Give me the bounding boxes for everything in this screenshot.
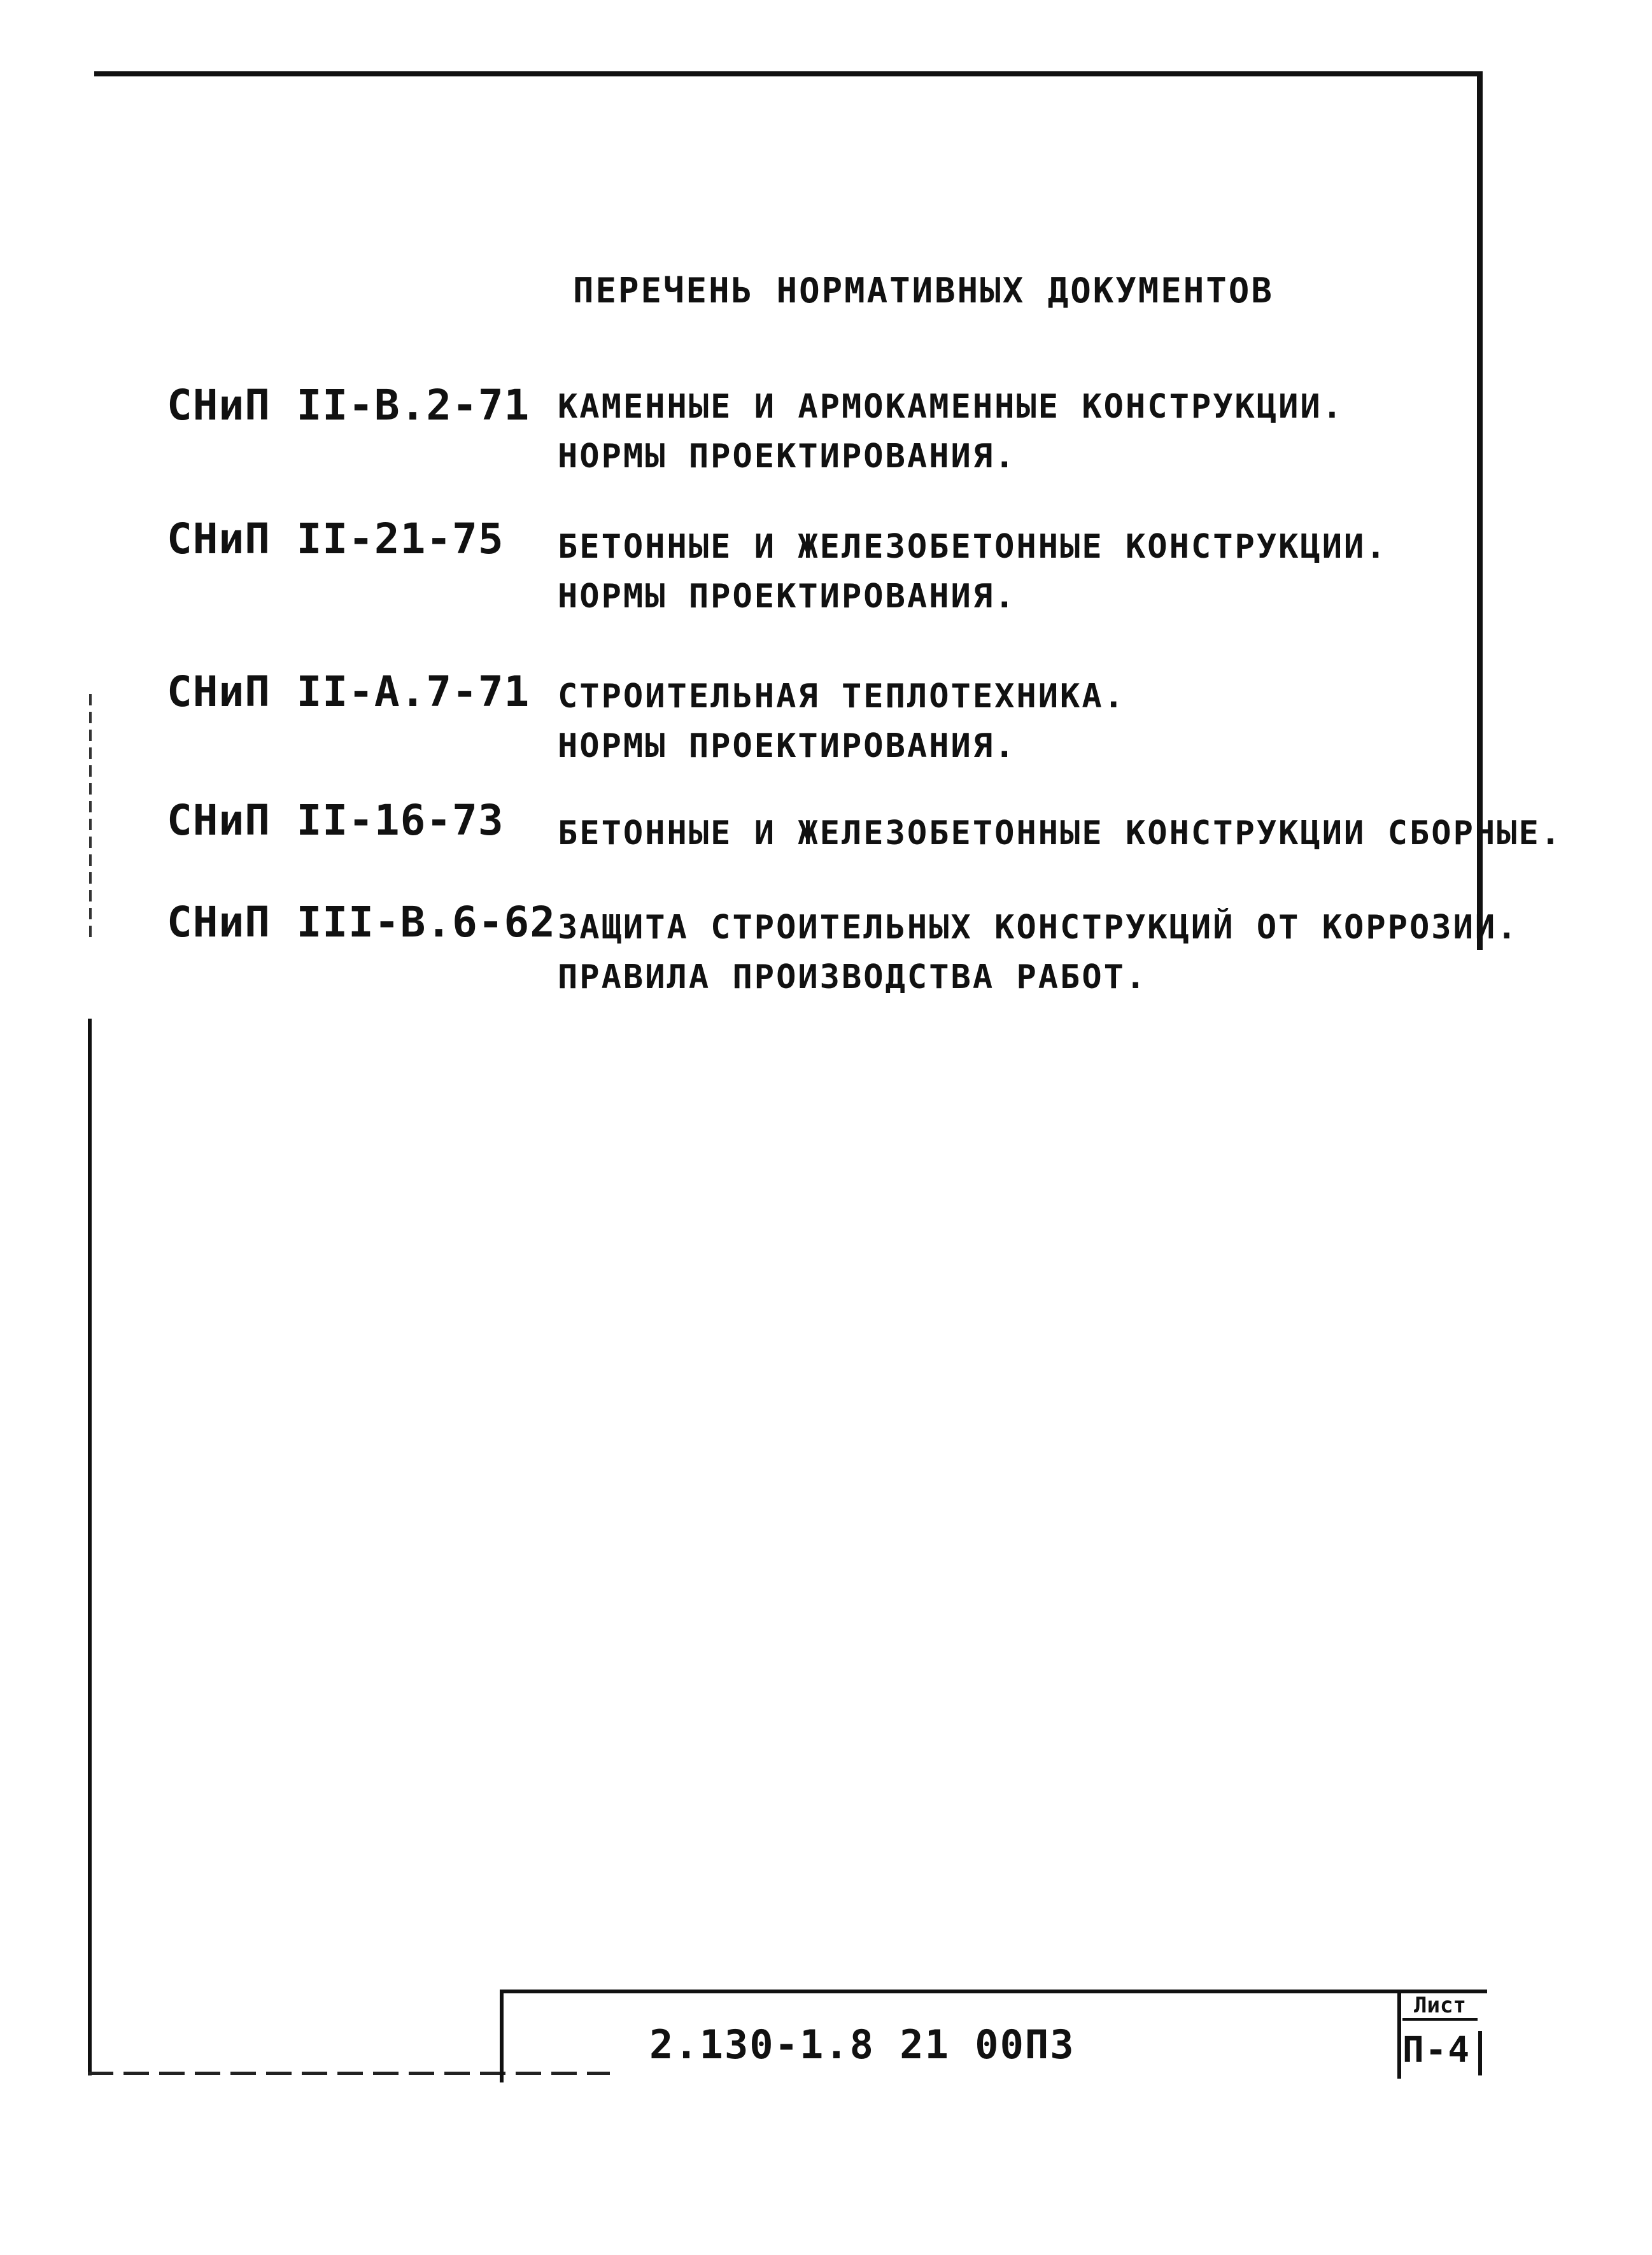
norm-description-line: БЕТОННЫЕ И ЖЕЛЕЗОБЕТОННЫЕ КОНСТРУКЦИИ СБОРНЫЕ. [558, 814, 1563, 852]
norm-description-line: КАМЕННЫЕ И АРМОКАМЕННЫЕ КОНСТРУКЦИИ. [558, 388, 1345, 426]
norm-description-line: БЕТОННЫЕ И ЖЕЛЕЗОБЕТОННЫЕ КОНСТРУКЦИИ. [558, 528, 1388, 566]
norm-description-line: ПРАВИЛА ПРОИЗВОДСТВА РАБОТ. [558, 958, 1148, 996]
title-block-doc-code: 2.130-1.8 21 00П3 [649, 2021, 1075, 2068]
document-title: ПЕРЕЧЕНЬ НОРМАТИВНЫХ ДОКУМЕНТОВ [573, 271, 1274, 311]
norm-description-4 [558, 809, 1562, 858]
norm-description-line: НОРМЫ ПРОЕКТИРОВАНИЯ. [558, 727, 1017, 765]
frame-top-border [94, 71, 1482, 76]
norm-description-line: ЗАЩИТА СТРОИТЕЛЬНЫХ КОНСТРУКЦИЙ ОТ КОРРОЗИИ. [558, 908, 1519, 947]
frame-left-border-upper [89, 694, 92, 942]
frame-left-border [88, 1019, 92, 2075]
norm-description-2 [558, 522, 1388, 621]
title-block-sheet-label: Лист [1402, 1993, 1478, 2021]
norm-code-1: СНиП II-В.2-71 [167, 381, 530, 430]
norm-description-1 [558, 382, 1344, 481]
norm-description-line: НОРМЫ ПРОЕКТИРОВАНИЯ. [558, 437, 1017, 476]
title-block-sheet-number: П-4 [1402, 2030, 1471, 2071]
norm-code-3: СНиП II-А.7-71 [167, 667, 530, 716]
norm-code-4: СНиП II-16-73 [167, 796, 504, 845]
norm-description-5 [558, 903, 1519, 1002]
norm-code-5: СНиП III-В.6-62 [167, 898, 556, 947]
norm-code-2: СНиП II-21-75 [167, 514, 504, 563]
norm-description-line: СТРОИТЕЛЬНАЯ ТЕПЛОТЕХНИКА. [558, 677, 1126, 716]
title-block-divider [1397, 1990, 1401, 2079]
norm-description-3 [558, 672, 1126, 771]
norm-description-line: НОРМЫ ПРОЕКТИРОВАНИЯ. [558, 577, 1017, 616]
title-block-right-border [1478, 2031, 1482, 2075]
